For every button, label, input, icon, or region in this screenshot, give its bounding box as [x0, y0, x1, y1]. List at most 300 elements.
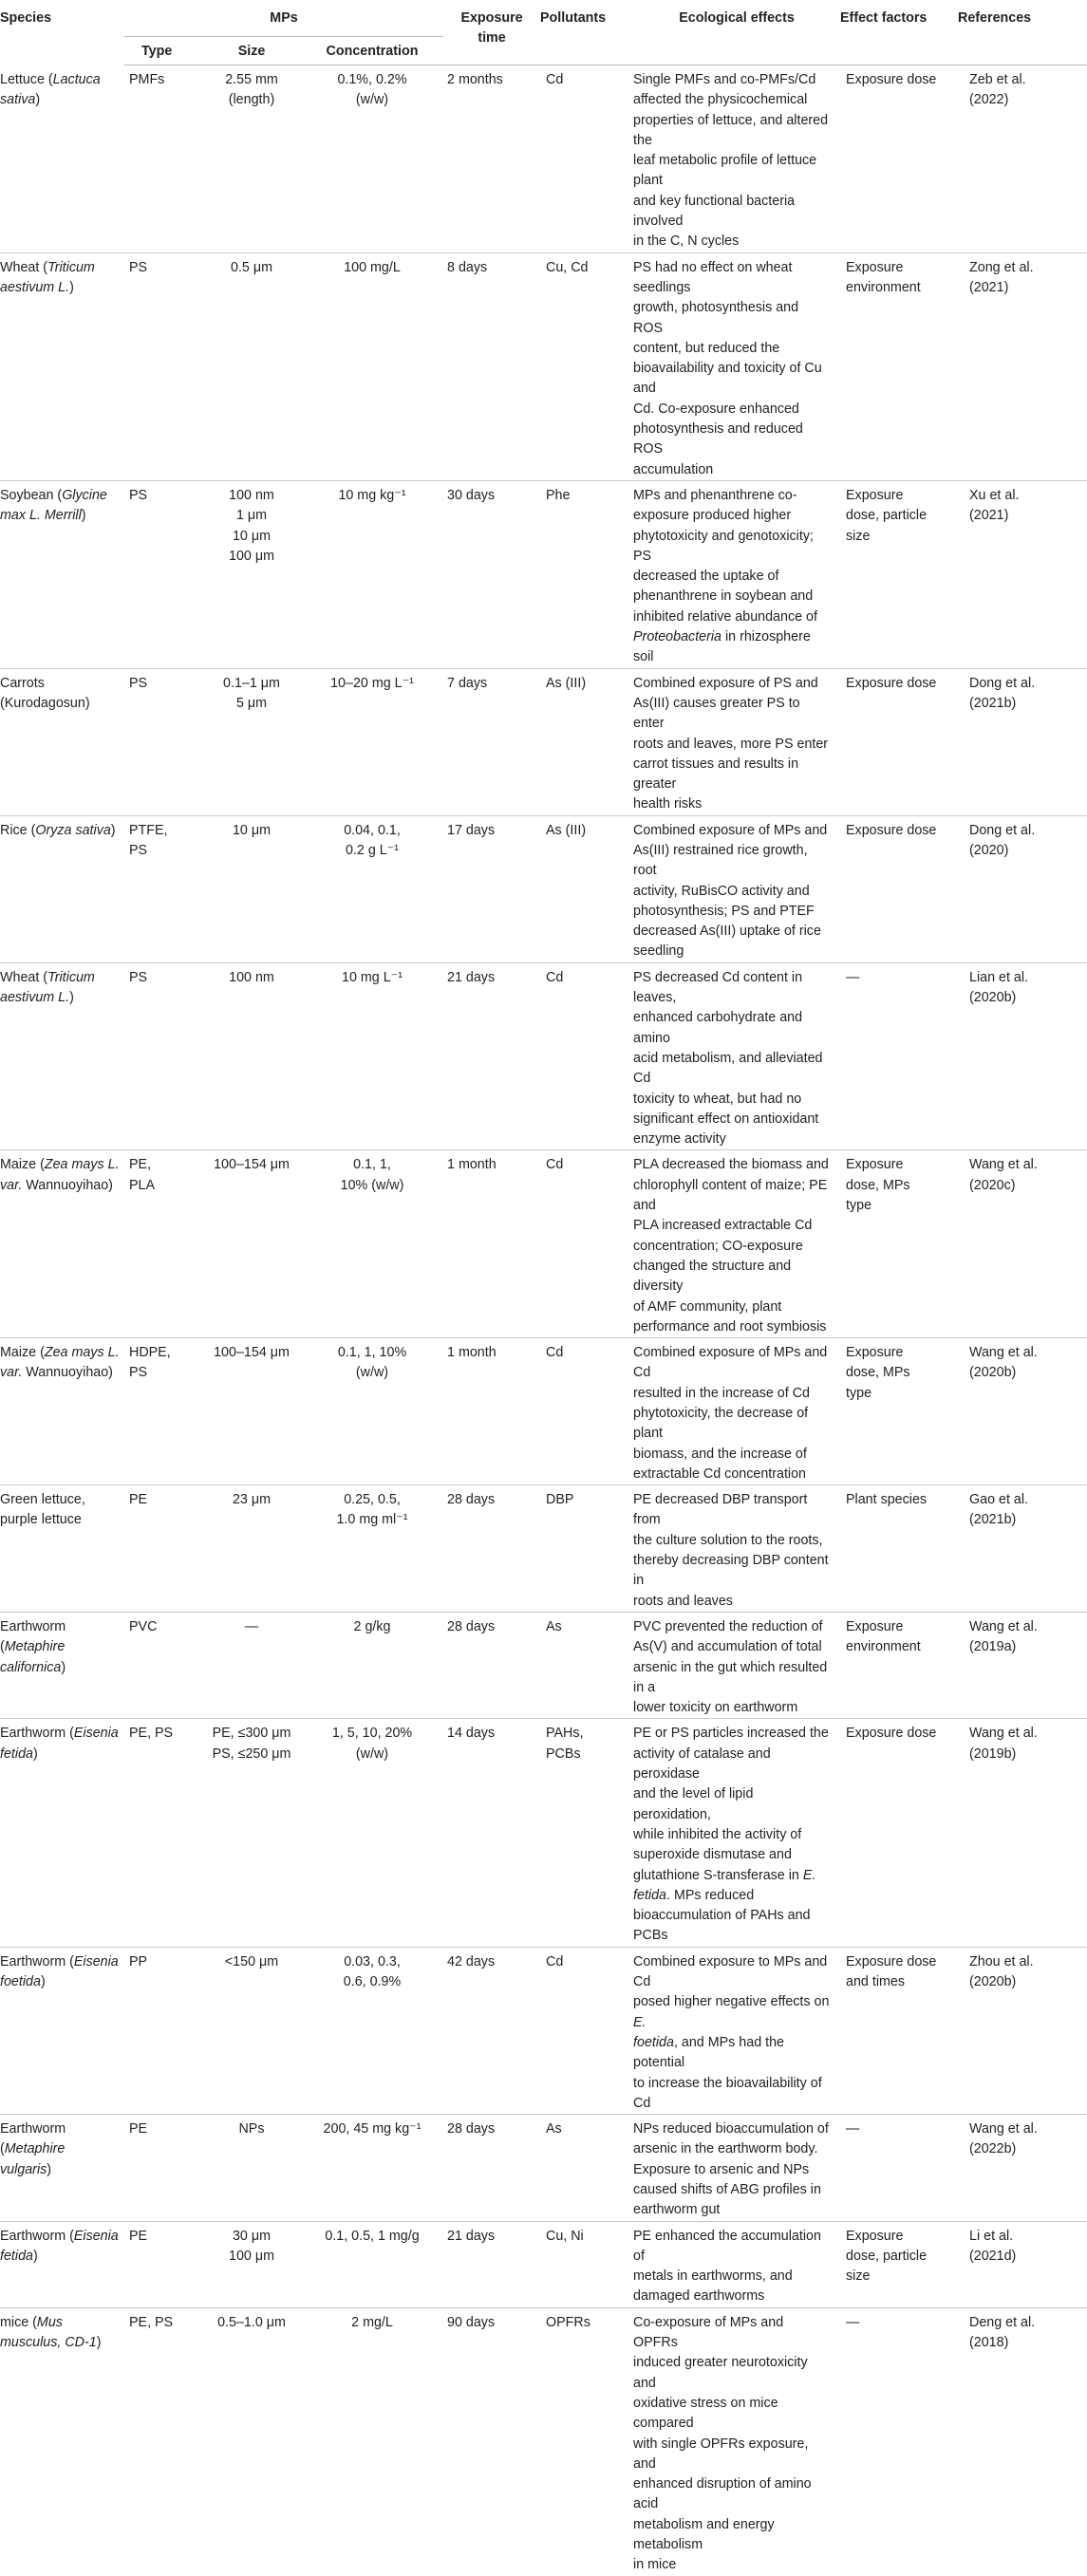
exposure-time-cell-text: 21 days — [447, 969, 496, 985]
size-cell — [202, 65, 301, 253]
effect-factors-cell — [840, 2307, 958, 2575]
table-row — [0, 1947, 1087, 2114]
pollutants-cell — [540, 480, 633, 668]
table-row — [0, 1719, 1087, 1947]
ecological-effects-cell-segment: PE decreased DBP transport from the culture solution to the roots, thereby decreasing DBP content in roots and leaves — [633, 1492, 829, 1609]
type-cell — [124, 252, 202, 480]
effect-factors-cell — [840, 252, 958, 480]
reference-cell — [958, 1947, 1087, 2114]
species-cell-segment: ) — [61, 1659, 66, 1675]
size-cell — [202, 962, 301, 1150]
size-cell — [202, 1612, 301, 1718]
ecological-effects-cell — [633, 2115, 840, 2221]
size-cell — [202, 2115, 301, 2221]
species-cell-text — [0, 1617, 124, 1678]
type-cell-text: PVC — [129, 1618, 158, 1634]
pollutants-cell-text: Cu, Ni — [546, 2228, 584, 2244]
species-cell — [0, 1150, 124, 1338]
effect-factors-cell — [840, 1719, 958, 1947]
type-cell — [124, 1947, 202, 2114]
exposure-time-cell-text: 28 days — [447, 1618, 496, 1634]
species-cell-segment: Triticum aestivum L. — [0, 969, 95, 1006]
size-cell — [202, 1485, 301, 1613]
species-cell-text — [0, 821, 124, 841]
species-cell-segment: Eisenia fetida — [0, 1726, 119, 1762]
exposure-time-cell — [443, 1719, 540, 1947]
pollutants-cell-text: As (III) — [546, 822, 587, 838]
reference-cell-text: Zeb et al. (2022) — [969, 72, 1026, 108]
species-cell-segment: ) — [32, 2248, 38, 2264]
pollutants-cell-text: DBP — [546, 1492, 574, 1508]
species-cell — [0, 815, 124, 962]
concentration-cell — [301, 1947, 443, 2114]
exposure-time-cell — [443, 1150, 540, 1338]
effect-factors-cell-text: — — [846, 2314, 860, 2330]
concentration-cell-text: 10 mg kg⁻¹ — [338, 487, 406, 503]
exposure-time-cell — [443, 2307, 540, 2575]
species-cell-segment: Wheat ( — [0, 969, 48, 985]
concentration-cell — [301, 252, 443, 480]
reference-cell — [958, 2115, 1087, 2221]
reference-cell — [958, 668, 1087, 815]
pollutants-cell-text: Cu, Cd — [546, 259, 589, 275]
species-cell-segment: Wheat ( — [0, 259, 48, 275]
size-cell-text: 10 μm — [232, 822, 272, 838]
effect-factors-cell — [840, 1338, 958, 1485]
ecological-effects-cell-segment: PLA decreased the biomass and chlorophyll content of maize; PE and PLA increased extractable Cd concentration; CO-exposure changed the structure and diversity of AMF community, plant performance and root symbiosis — [633, 1157, 829, 1335]
ecological-effects-cell — [633, 1150, 840, 1338]
species-cell-text — [0, 2227, 124, 2268]
size-cell-text: NPs — [238, 2121, 265, 2137]
species-cell — [0, 1338, 124, 1485]
exposure-time-cell-text: 1 month — [447, 1345, 497, 1361]
species-cell-segment: Earthworm ( — [0, 1618, 66, 1655]
reference-cell-text: Zhou et al. (2020b) — [969, 1953, 1034, 1990]
pollutants-cell-text: Cd — [546, 969, 564, 985]
concentration-cell-text: 1, 5, 10, 20% (w/w) — [331, 1726, 413, 1762]
effect-factors-cell — [840, 1150, 958, 1338]
header-size: Size — [202, 37, 301, 65]
type-cell — [124, 1612, 202, 1718]
effect-factors-cell-text: Exposure environment — [846, 259, 921, 295]
ecological-effects-cell-text — [633, 2227, 840, 2307]
size-cell — [202, 815, 301, 962]
size-cell-text: 0.1–1 μm 5 μm — [223, 675, 280, 711]
effect-factors-cell-text: Exposure dose, particle size — [846, 487, 928, 544]
concentration-cell — [301, 2307, 443, 2575]
ecological-effects-cell-text — [633, 1617, 840, 1718]
type-cell — [124, 962, 202, 1150]
reference-cell-text: Gao et al. (2021b) — [969, 1492, 1029, 1528]
concentration-cell-text: 200, 45 mg kg⁻¹ — [323, 2121, 422, 2137]
ecological-effects-cell — [633, 1947, 840, 2114]
species-cell-segment: Metaphire vulgaris — [0, 2141, 66, 2177]
reference-cell — [958, 2307, 1087, 2575]
ecological-effects-cell — [633, 1612, 840, 1718]
size-cell-text: PE, ≤300 μm PS, ≤250 μm — [212, 1726, 291, 1762]
species-cell-text — [0, 1155, 124, 1196]
type-cell — [124, 480, 202, 668]
reference-cell-text: Wang et al. (2020c) — [969, 1157, 1038, 1193]
species-cell-segment: Soybean ( — [0, 487, 63, 503]
reference-cell — [958, 1719, 1087, 1947]
ecological-effects-cell-text — [633, 1952, 840, 2114]
ecological-effects-cell-segment: MPs and phenanthrene co- exposure produced higher phytotoxicity and genotoxicity; PS decreased the uptake of phenanthrene in soybean and inhibited relative abundance of — [633, 487, 817, 625]
ecological-effects-cell-segment: PE enhanced the accumulation of metals in earthworms, and damaged earthworms — [633, 2228, 821, 2305]
exposure-time-cell — [443, 668, 540, 815]
pollutants-cell-text: As — [546, 2121, 562, 2137]
ecological-effects-cell-segment: Single PMFs and co-PMFs/Cd affected the physicochemical properties of lettuce, and altered the leaf metabolic profile of lettuce plant and key functional bacteria involved in the C, N cycles — [633, 72, 829, 250]
type-cell-text: PMFs — [129, 72, 165, 87]
size-cell-text: <150 μm — [224, 1953, 279, 1969]
species-cell-text — [0, 2313, 124, 2354]
type-cell-text: HDPE, PS — [129, 1345, 171, 1381]
ecological-effects-cell — [633, 1719, 840, 1947]
species-cell — [0, 668, 124, 815]
ecological-effects-cell-text — [633, 1155, 840, 1337]
table-row — [0, 1150, 1087, 1338]
species-cell-segment: ) — [96, 2335, 102, 2351]
pollutants-cell-text: Phe — [546, 487, 571, 503]
species-cell-segment: Lactuca sativa — [0, 71, 101, 107]
size-cell-text: 100 nm — [229, 969, 274, 985]
type-cell-text: PTFE, PS — [129, 822, 168, 858]
pollutants-cell — [540, 2307, 633, 2575]
species-cell-text — [0, 968, 124, 1009]
exposure-time-cell-text: 2 months — [447, 72, 503, 87]
species-cell-segment: Zea mays L. var. — [0, 1345, 120, 1381]
concentration-cell — [301, 2115, 443, 2221]
ecological-effects-cell-text — [633, 1724, 840, 1946]
reference-cell — [958, 480, 1087, 668]
reference-cell — [958, 815, 1087, 962]
effect-factors-cell-text: Exposure dose — [846, 1726, 937, 1742]
concentration-cell — [301, 1338, 443, 1485]
effect-factors-cell-text: Exposure dose and times — [846, 1953, 937, 1990]
exposure-time-cell-text: 17 days — [447, 822, 496, 838]
exposure-time-cell-text: 7 days — [447, 675, 488, 691]
header-species: Species — [0, 10, 52, 26]
species-cell — [0, 1612, 124, 1718]
header-pollutants: Pollutants — [540, 0, 633, 65]
species-cell-segment: ) — [110, 822, 116, 838]
species-cell-segment: Green lettuce, purple lettuce — [0, 1492, 85, 1528]
effect-factors-cell — [840, 1485, 958, 1613]
species-cell-segment: Maize ( — [0, 1345, 45, 1361]
species-cell-segment: Carrots (Kurodagosun) — [0, 675, 90, 711]
header-concentration: Concentration — [301, 37, 443, 65]
reference-cell-text: Li et al. (2021d) — [969, 2228, 1017, 2264]
exposure-time-cell — [443, 1485, 540, 1613]
ecological-effects-cell-segment: Co-exposure of MPs and OPFRs induced greater neurotoxicity and oxidative stress on mice compared with single OPFRs exposure, and enhanced disruption of amino acid metabolism and energy metabolism in mice — [633, 2314, 812, 2573]
concentration-cell-text: 100 mg/L — [344, 259, 401, 275]
ecological-effects-cell-segment: Combined exposure of MPs and As(III) restrained rice growth, root activity, RuBisCO activity and photosynthesis; PS and PTEF decreased As(III) uptake of rice seedling — [633, 822, 828, 960]
reference-cell-text: Wang et al. (2020b) — [969, 1345, 1038, 1381]
reference-cell-text: Lian et al. (2020b) — [969, 969, 1029, 1006]
reference-cell-text: Xu et al. (2021) — [969, 487, 1020, 524]
type-cell-text: PE, PLA — [129, 1157, 156, 1193]
table-row — [0, 2307, 1087, 2575]
concentration-cell-text: 2 g/kg — [353, 1618, 391, 1634]
species-cell-text — [0, 1724, 124, 1764]
pollutants-cell-text: OPFRs — [546, 2314, 590, 2330]
table-row — [0, 2115, 1087, 2221]
species-cell-text — [0, 2119, 124, 2180]
species-cell-segment: Earthworm ( — [0, 1726, 74, 1742]
species-cell — [0, 1947, 124, 2114]
species-cell — [0, 65, 124, 253]
table-row — [0, 1485, 1087, 1613]
reference-cell-text: Dong et al. (2020) — [969, 822, 1036, 858]
size-cell — [202, 1719, 301, 1947]
reference-cell — [958, 1485, 1087, 1613]
pollutants-cell — [540, 2115, 633, 2221]
type-cell — [124, 65, 202, 253]
table-body — [0, 65, 1087, 2576]
ecological-effects-cell-segment: Combined exposure of MPs and Cd resulted in the increase of Cd phytotoxicity, the decrease of plant biomass, and the increase of extractable Cd concentration — [633, 1345, 828, 1482]
ecological-effects-cell-segment: PS had no effect on wheat seedlings growth, photosynthesis and ROS content, but reduced the bioavailability and toxicity of Cu and Cd. Co-exposure enhanced photosynthesis and reduced ROS accumulation — [633, 259, 822, 477]
concentration-cell-text: 0.1, 1, 10% (w/w) — [337, 1345, 407, 1381]
ecological-effects-cell — [633, 252, 840, 480]
ecological-effects-cell — [633, 1338, 840, 1485]
species-cell — [0, 962, 124, 1150]
size-cell — [202, 668, 301, 815]
species-cell — [0, 1719, 124, 1947]
pollutants-cell — [540, 2221, 633, 2307]
ecological-effects-cell-text — [633, 821, 840, 962]
concentration-cell — [301, 1719, 443, 1947]
ecological-effects-cell-segment: Combined exposure of PS and As(III) causes greater PS to enter roots and leaves, more PS enter carrot tissues and results in greater health risks — [633, 675, 829, 812]
reference-cell-text: Wang et al. (2022b) — [969, 2121, 1038, 2157]
concentration-cell-text: 10 mg L⁻¹ — [342, 969, 403, 985]
effect-factors-cell — [840, 1612, 958, 1718]
concentration-cell — [301, 668, 443, 815]
type-cell — [124, 2115, 202, 2221]
type-cell-text: PS — [129, 259, 148, 275]
species-cell-segment: ) — [81, 508, 86, 524]
type-cell-text: PE — [129, 2121, 148, 2137]
species-cell-segment: Wannuoyihao) — [22, 1365, 113, 1381]
size-cell-text: — — [244, 1618, 259, 1634]
table-row — [0, 252, 1087, 480]
type-cell-text: PS — [129, 675, 148, 691]
table-row — [0, 815, 1087, 962]
ecological-effects-cell — [633, 65, 840, 253]
species-cell-segment: Earthworm ( — [0, 1953, 74, 1969]
table-row — [0, 962, 1087, 1150]
concentration-cell — [301, 1612, 443, 1718]
species-cell-text — [0, 70, 124, 111]
species-cell — [0, 2307, 124, 2575]
type-cell — [124, 668, 202, 815]
exposure-time-cell-text: 42 days — [447, 1953, 496, 1969]
type-cell — [124, 1150, 202, 1338]
exposure-time-cell-text: 28 days — [447, 1492, 496, 1508]
size-cell — [202, 1150, 301, 1338]
ecological-effects-cell-segment: PE or PS particles increased the activity of catalase and peroxidase and the level of lipid peroxidation, while inhibited the activity of superoxide dismutase and glutathione S-transferase in — [633, 1726, 829, 1883]
reference-cell-text: Wang et al. (2019b) — [969, 1726, 1038, 1762]
reference-cell-text: Dong et al. (2021b) — [969, 675, 1036, 711]
ecological-effects-cell-text — [633, 486, 840, 668]
type-cell-text: PE — [129, 2228, 148, 2244]
ecological-effects-cell — [633, 1485, 840, 1613]
type-cell — [124, 815, 202, 962]
concentration-cell — [301, 962, 443, 1150]
size-cell-text: 2.55 mm (length) — [225, 72, 278, 108]
type-cell — [124, 1338, 202, 1485]
exposure-time-cell-text: 1 month — [447, 1157, 497, 1173]
ecological-effects-cell-segment: NPs reduced bioaccumulation of arsenic in the earthworm body. Exposure to arsenic and NPs caused shifts of ABG profiles in earthworm gut — [633, 2121, 829, 2218]
species-cell-segment: Eisenia fetida — [0, 2228, 119, 2264]
header-ecological-effects: Ecological effects — [633, 0, 840, 65]
species-cell-segment: Wannuoyihao) — [22, 1177, 113, 1193]
type-cell — [124, 2307, 202, 2575]
exposure-time-cell — [443, 480, 540, 668]
pollutants-cell — [540, 1485, 633, 1613]
table-row — [0, 668, 1087, 815]
pollutants-cell-text: Cd — [546, 72, 564, 87]
reference-cell — [958, 1612, 1087, 1718]
reference-cell — [958, 1150, 1087, 1338]
type-cell-text: PE, PS — [129, 2314, 174, 2330]
species-cell-segment: Zea mays L. var. — [0, 1157, 120, 1193]
species-cell-segment: ) — [35, 91, 41, 107]
ecological-effects-cell — [633, 2307, 840, 2575]
size-cell — [202, 480, 301, 668]
concentration-cell — [301, 815, 443, 962]
pollutants-cell — [540, 1338, 633, 1485]
species-cell-segment: Lettuce ( — [0, 71, 53, 87]
pollutants-cell-text: As (III) — [546, 675, 587, 691]
species-cell-segment: ) — [47, 2161, 52, 2177]
size-cell-text: 23 μm — [232, 1492, 272, 1508]
ecological-effects-cell-segment: . MPs reduced bioaccumulation of PAHs and PCBs — [633, 1887, 811, 1944]
exposure-time-cell-text: 30 days — [447, 487, 496, 503]
reference-cell-text: Wang et al. (2019a) — [969, 1618, 1038, 1655]
pollutants-cell — [540, 1719, 633, 1947]
type-cell — [124, 1485, 202, 1613]
effect-factors-cell — [840, 2115, 958, 2221]
species-cell-segment: Earthworm ( — [0, 2228, 74, 2244]
pollutants-cell-text: Cd — [546, 1157, 564, 1173]
species-cell-segment: Oryza sativa — [35, 822, 111, 838]
concentration-cell-text: 0.04, 0.1, 0.2 g L⁻¹ — [344, 822, 401, 858]
species-cell-segment: ) — [32, 1745, 38, 1762]
reference-cell-text: Deng et al. (2018) — [969, 2314, 1036, 2351]
species-cell — [0, 252, 124, 480]
effect-factors-cell — [840, 1947, 958, 2114]
size-cell-text: 30 μm 100 μm — [229, 2228, 274, 2264]
species-cell — [0, 2221, 124, 2307]
pollutants-cell-text: PAHs, PCBs — [546, 1726, 584, 1762]
exposure-time-cell — [443, 252, 540, 480]
ecological-effects-cell-text — [633, 1343, 840, 1484]
type-cell-text: PS — [129, 487, 148, 503]
ecological-effects-cell-text — [633, 1490, 840, 1612]
table-row — [0, 1612, 1087, 1718]
species-cell-text — [0, 486, 124, 527]
effect-factors-cell-text: Exposure dose, particle size — [846, 2228, 928, 2285]
effect-factors-cell-text: Plant species — [846, 1492, 928, 1508]
effect-factors-cell — [840, 2221, 958, 2307]
species-cell-text — [0, 674, 124, 715]
exposure-time-cell-text: 28 days — [447, 2121, 496, 2137]
size-cell-text: 0.5–1.0 μm — [217, 2314, 286, 2330]
ecological-effects-cell-text — [633, 70, 840, 252]
effect-factors-cell — [840, 815, 958, 962]
exposure-time-cell — [443, 815, 540, 962]
reference-cell — [958, 962, 1087, 1150]
ecological-effects-cell-segment: PVC prevented the reduction of As(V) and accumulation of total arsenic in the gut which resulted in a lower toxicity on earthworm — [633, 1618, 828, 1716]
species-cell-segment: ) — [40, 1974, 46, 1990]
species-cell-text — [0, 1490, 124, 1531]
ecological-effects-cell — [633, 815, 840, 962]
species-cell-segment: Earthworm ( — [0, 2121, 66, 2157]
table-row — [0, 2221, 1087, 2307]
exposure-time-cell — [443, 962, 540, 1150]
species-cell-text — [0, 1343, 124, 1384]
species-cell-segment: mice ( — [0, 2314, 37, 2330]
size-cell — [202, 2221, 301, 2307]
ecological-effects-cell-text — [633, 968, 840, 1150]
species-cell-segment: Mus musculus, CD-1 — [0, 2314, 97, 2351]
exposure-time-cell — [443, 1947, 540, 2114]
species-cell-text — [0, 258, 124, 299]
effect-factors-cell-text: Exposure dose — [846, 675, 937, 691]
concentration-cell — [301, 1150, 443, 1338]
reference-cell-text: Zong et al. (2021) — [969, 259, 1034, 295]
pollutants-cell-text: As — [546, 1618, 562, 1634]
ecological-effects-cell-segment: , and MPs had the potential to increase the bioavailability of Cd — [633, 2034, 822, 2111]
concentration-cell — [301, 2221, 443, 2307]
ecological-effects-cell — [633, 480, 840, 668]
concentration-cell-text: 10–20 mg L⁻¹ — [330, 675, 414, 691]
species-cell-segment: ) — [69, 279, 74, 295]
exposure-time-cell — [443, 1612, 540, 1718]
size-cell-text: 0.5 μm — [231, 259, 272, 275]
species-cell-text — [0, 1952, 124, 1993]
reference-cell — [958, 1338, 1087, 1485]
table-row — [0, 1338, 1087, 1485]
header-effect-factors: Effect factors — [840, 0, 958, 65]
size-cell — [202, 1947, 301, 2114]
exposure-time-cell — [443, 2221, 540, 2307]
species-cell-segment: Maize ( — [0, 1157, 45, 1173]
exposure-time-cell-text: 14 days — [447, 1726, 496, 1742]
concentration-cell — [301, 1485, 443, 1613]
exposure-time-cell — [443, 2115, 540, 2221]
reference-cell — [958, 252, 1087, 480]
species-cell-segment: Eisenia foetida — [0, 1953, 119, 1990]
species-cell — [0, 2115, 124, 2221]
pollutants-cell — [540, 668, 633, 815]
type-cell — [124, 2221, 202, 2307]
type-cell-text: PE, PS — [129, 1726, 174, 1742]
size-cell — [202, 1338, 301, 1485]
pollutants-cell — [540, 1150, 633, 1338]
species-cell-segment: Glycine max L. Merrill — [0, 487, 107, 524]
header-mps: MPs — [124, 0, 443, 37]
pollutants-cell — [540, 962, 633, 1150]
exposure-time-cell — [443, 1338, 540, 1485]
effect-factors-cell-text: Exposure environment — [846, 1618, 921, 1655]
ecological-effects-cell-text — [633, 2119, 840, 2220]
effect-factors-cell-text: Exposure dose — [846, 822, 937, 838]
table-row — [0, 65, 1087, 253]
ecological-effects-cell-segment: Combined exposure to MPs and Cd posed higher negative effects on — [633, 1953, 830, 2010]
ecological-effects-cell-text — [633, 2313, 840, 2576]
exposure-time-cell-text: 21 days — [447, 2228, 496, 2244]
